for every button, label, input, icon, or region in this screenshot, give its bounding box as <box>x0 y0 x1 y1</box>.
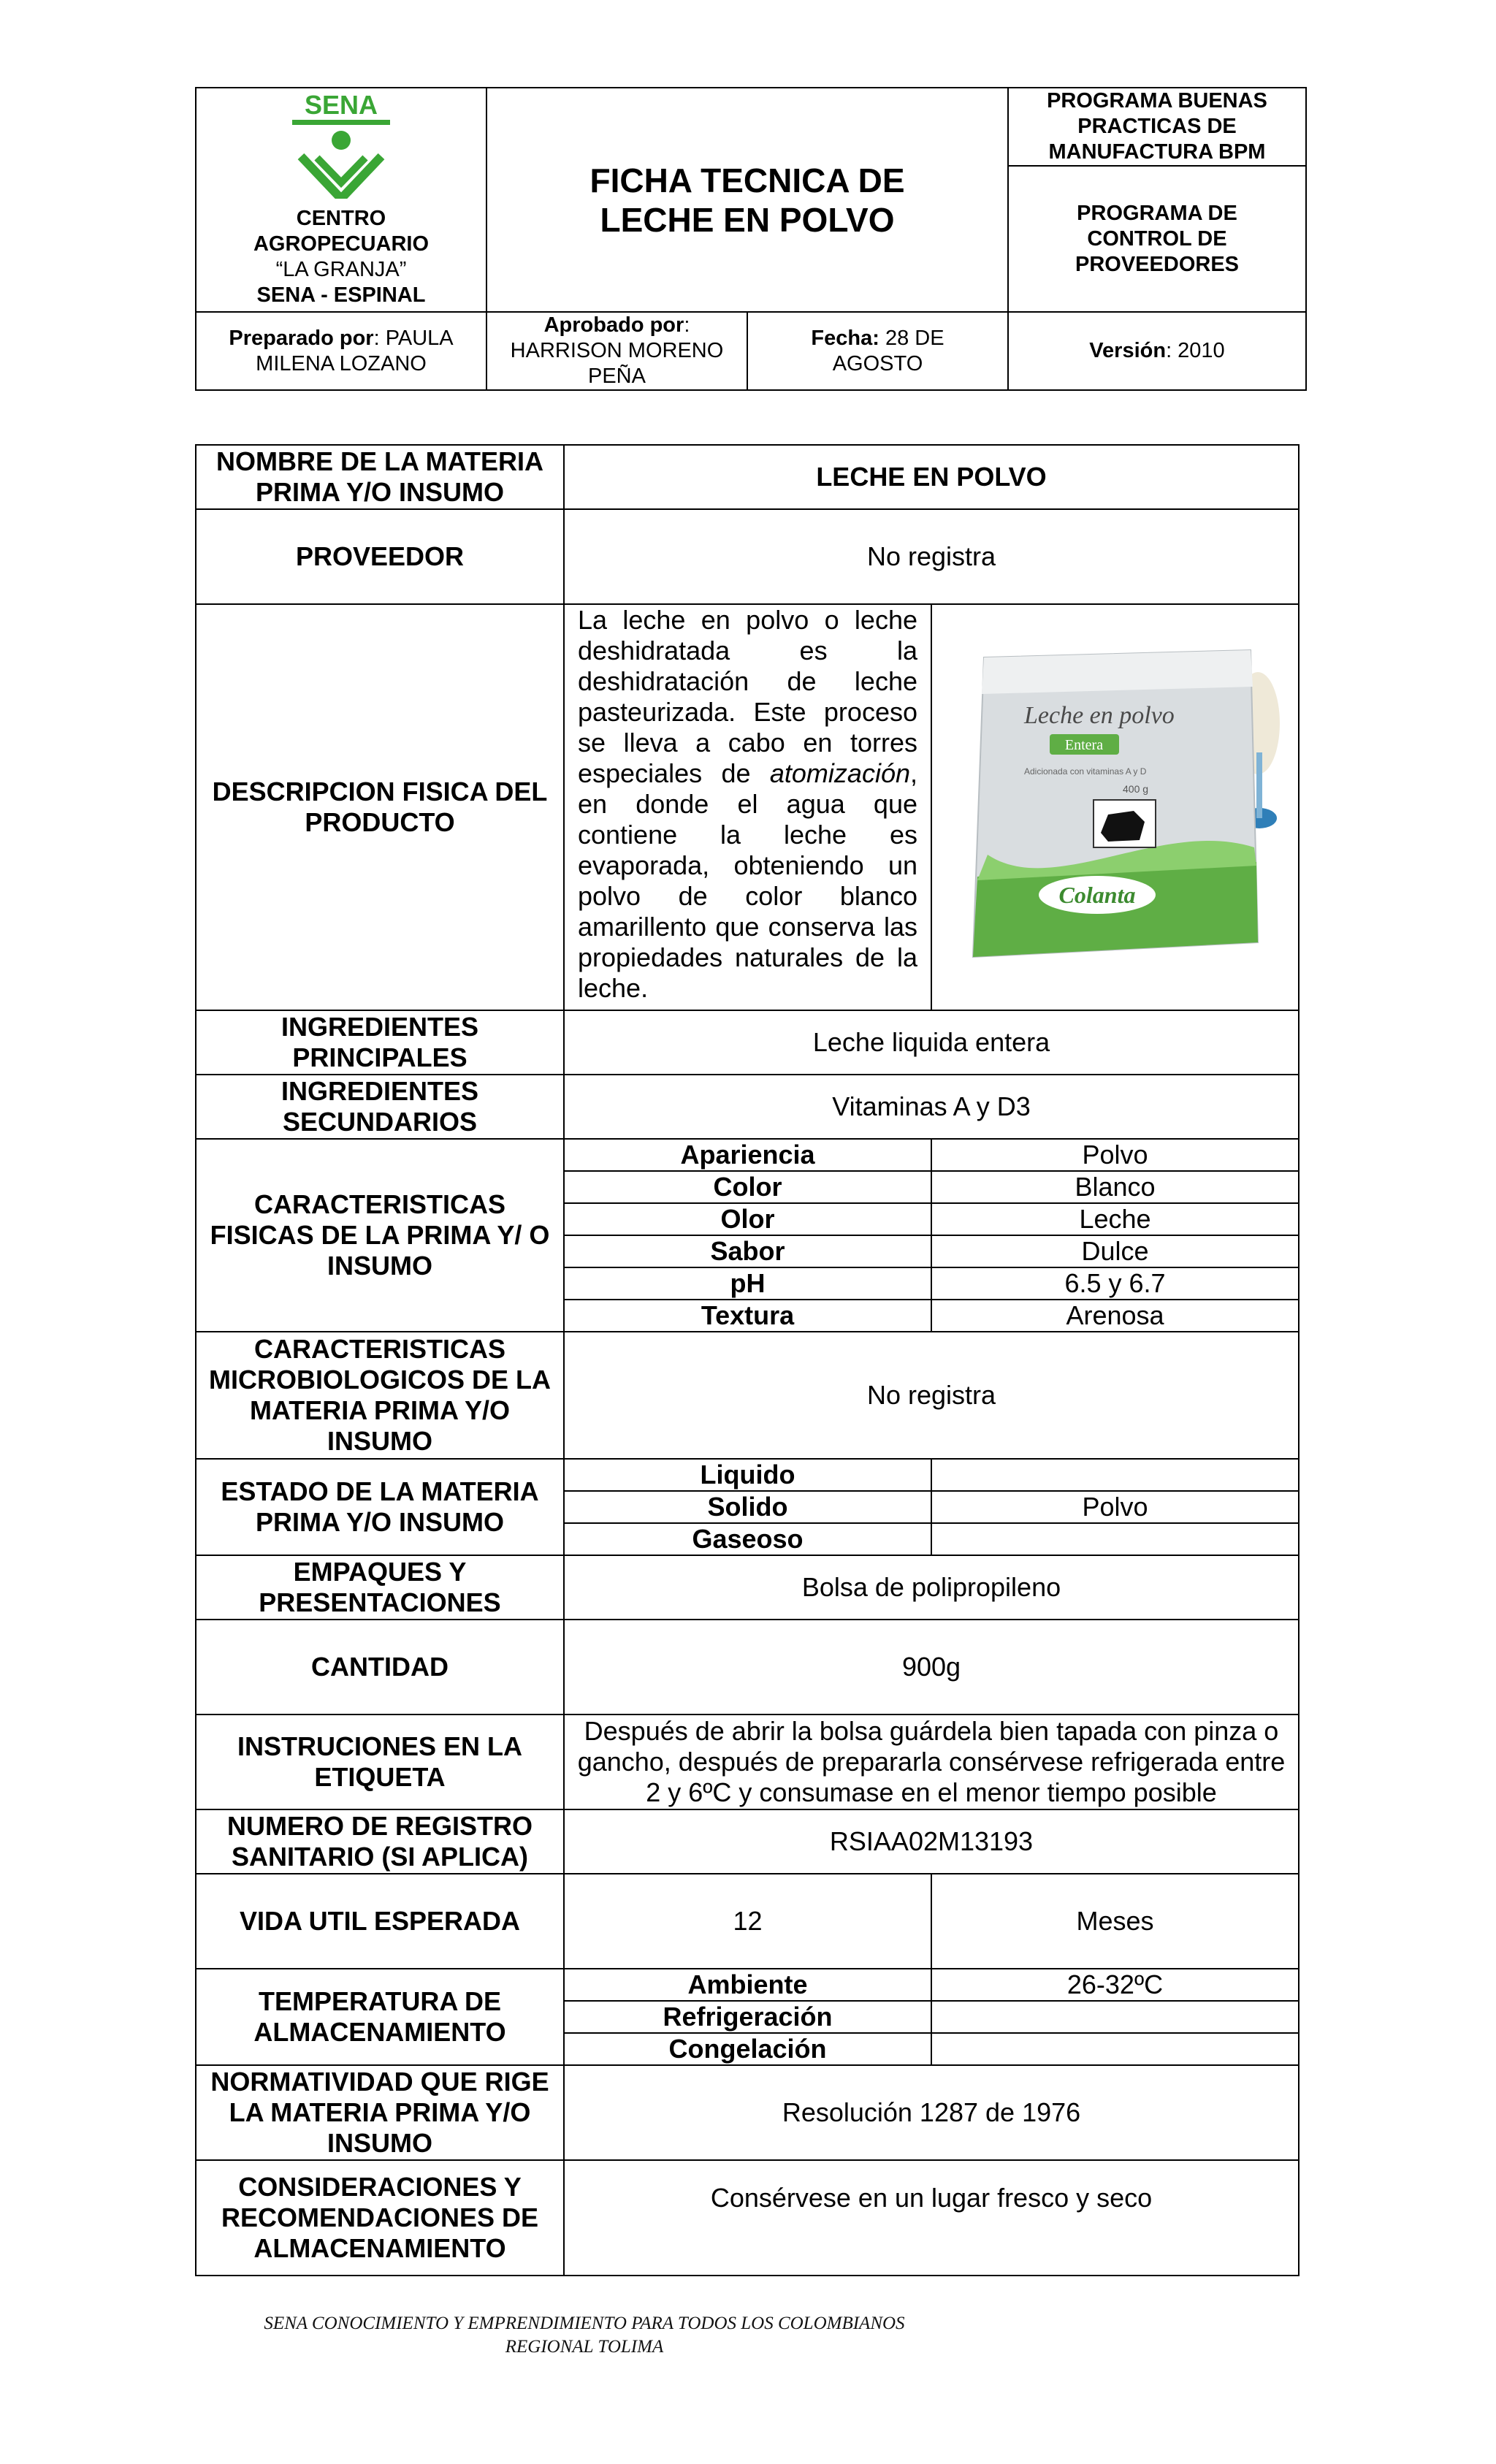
state-value: Polvo <box>931 1491 1299 1523</box>
quantity-value: 900g <box>564 1620 1299 1714</box>
row-quantity <box>196 1620 1299 1714</box>
physical-property: Olor <box>564 1203 931 1235</box>
storage-temp-value: 26-32ºC <box>931 1969 1299 2001</box>
storage-temp-property: Refrigeración <box>564 2001 931 2033</box>
physical-value: Leche <box>931 1203 1299 1235</box>
supplier-label: PROVEEDOR <box>196 509 564 604</box>
instructions-label: INSTRUCIONES EN LA ETIQUETA <box>196 1714 564 1809</box>
physical-property: Textura <box>564 1300 931 1332</box>
considerations-label: CONSIDERACIONES Y RECOMENDACIONES DE ALMACENAMIENTO <box>196 2160 564 2276</box>
shelf-life-unit: Meses <box>931 1874 1299 1969</box>
svg-text:SENA: SENA <box>304 90 378 120</box>
document-header <box>195 87 1307 391</box>
microbiological-label: CARACTERISTICAS MICROBIOLOGICOS DE LA MATERIA PRIMA Y/O INSUMO <box>196 1332 564 1459</box>
date: Fecha: 28 DE AGOSTO <box>747 312 1008 390</box>
version: Versión: 2010 <box>1008 312 1306 390</box>
approved-by: Aprobado por: HARRISON MORENO PEÑA <box>486 312 747 390</box>
main-ingredients-value: Leche liquida entera <box>564 1010 1299 1075</box>
physical-property: pH <box>564 1267 931 1300</box>
physical-property: Apariencia <box>564 1139 931 1171</box>
svg-text:Leche en polvo: Leche en polvo <box>1023 702 1175 729</box>
state-value <box>931 1523 1299 1555</box>
storage-temp-row <box>196 1969 1299 2001</box>
state-property: Liquido <box>564 1459 931 1491</box>
secondary-ingredients-label: INGREDIENTES SECUNDARIOS <box>196 1075 564 1139</box>
physical-property: Sabor <box>564 1235 931 1267</box>
row-microbiological <box>196 1332 1299 1459</box>
shelf-life-label: VIDA UTIL ESPERADA <box>196 1874 564 1969</box>
center-name: CENTRO AGROPECUARIO “LA GRANJA” SENA - ESPINAL <box>253 207 430 307</box>
physical-value: 6.5 y 6.7 <box>931 1267 1299 1300</box>
program-suppliers: PROGRAMA DE CONTROL DE PROVEEDORES <box>1008 166 1306 312</box>
svg-text:Adicionada con vitaminas A y D: Adicionada con vitaminas A y D <box>1023 766 1146 777</box>
physical-value: Dulce <box>931 1235 1299 1267</box>
main-ingredients-label: INGREDIENTES PRINCIPALES <box>196 1010 564 1075</box>
description-label: DESCRIPCION FISICA DEL PRODUCTO <box>196 604 564 1010</box>
row-main-ingredients <box>196 1010 1299 1075</box>
packaging-value: Bolsa de polipropileno <box>564 1555 1299 1620</box>
storage-temp-value <box>931 2033 1299 2065</box>
row-material-name <box>196 445 1299 509</box>
row-considerations <box>196 2160 1299 2276</box>
state-property: Gaseoso <box>564 1523 931 1555</box>
physical-row <box>196 1139 1299 1171</box>
row-packaging <box>196 1555 1299 1620</box>
document-title: FICHA TECNICA DE LECHE EN POLVO <box>486 88 1008 312</box>
row-secondary-ingredients <box>196 1075 1299 1139</box>
row-description <box>196 604 1299 1010</box>
physical-value: Blanco <box>931 1171 1299 1203</box>
regulation-value: Resolución 1287 de 1976 <box>564 2065 1299 2160</box>
material-state-label: ESTADO DE LA MATERIA PRIMA Y/O INSUMO <box>196 1459 564 1555</box>
row-shelf-life <box>196 1874 1299 1969</box>
secondary-ingredients-value: Vitaminas A y D3 <box>564 1075 1299 1139</box>
instructions-value: Después de abrir la bolsa guárdela bien tapada con pinza o gancho, después de prepararla consérvese refrigerada entre 2 y 6ºC y consumase en el menor tiempo posible <box>564 1714 1299 1809</box>
storage-temp-value <box>931 2001 1299 2033</box>
product-image-cell <box>931 604 1299 1010</box>
row-sanitary-registry <box>196 1809 1299 1874</box>
storage-temp-property: Congelación <box>564 2033 931 2065</box>
footer-region: REGIONAL TOLIMA <box>505 2337 664 2357</box>
regulation-label: NORMATIVIDAD QUE RIGE LA MATERIA PRIMA Y/O INSUMO <box>196 2065 564 2160</box>
row-instructions <box>196 1714 1299 1809</box>
institution-cell <box>196 88 486 312</box>
state-value <box>931 1459 1299 1491</box>
sena-logo <box>286 89 396 199</box>
svg-text:Colanta: Colanta <box>1058 882 1135 908</box>
material-name-label: NOMBRE DE LA MATERIA PRIMA Y/O INSUMO <box>196 445 564 509</box>
svg-text:400 g: 400 g <box>1122 783 1148 795</box>
state-row <box>196 1459 1299 1491</box>
sanitary-registry-label: NUMERO DE REGISTRO SANITARIO (SI APLICA) <box>196 1809 564 1874</box>
considerations-value: Consérvese en un lugar fresco y seco <box>564 2160 1299 2276</box>
packaging-label: EMPAQUES Y PRESENTACIONES <box>196 1555 564 1620</box>
row-supplier <box>196 509 1299 604</box>
supplier-value: No registra <box>564 509 1299 604</box>
physical-characteristics-label: CARACTERISTICAS FISICAS DE LA PRIMA Y/ O INSUMO <box>196 1139 564 1332</box>
microbiological-value: No registra <box>564 1332 1299 1459</box>
product-image <box>944 636 1287 979</box>
description-text: La leche en polvo o leche deshidratada es la deshidratación de leche pasteurizada. Este proceso se lleva a cabo en torres especiales de atomización, en donde el agua que contiene la leche es evaporada, obteniendo un polvo de color blanco amarillento que conserva las propiedades naturales de la leche. <box>564 604 931 1010</box>
program-bpm: PROGRAMA BUENAS PRACTICAS DE MANUFACTURA BPM <box>1008 88 1306 166</box>
svg-text:Entera: Entera <box>1064 737 1103 753</box>
physical-value: Arenosa <box>931 1300 1299 1332</box>
shelf-life-value: 12 <box>564 1874 931 1969</box>
physical-property: Color <box>564 1171 931 1203</box>
sanitary-registry-value: RSIAA02M13193 <box>564 1809 1299 1874</box>
storage-temperature-label: TEMPERATURA DE ALMACENAMIENTO <box>196 1969 564 2065</box>
quantity-label: CANTIDAD <box>196 1620 564 1714</box>
state-property: Solido <box>564 1491 931 1523</box>
row-regulation <box>196 2065 1299 2160</box>
technical-sheet-table <box>195 444 1300 2276</box>
physical-value: Polvo <box>931 1139 1299 1171</box>
prepared-by: Preparado por: PAULA MILENA LOZANO <box>196 312 486 390</box>
footer-slogan: SENA CONOCIMIENTO Y EMPRENDIMIENTO PARA TODOS LOS COLOMBIANOS <box>264 2314 905 2333</box>
material-name-value: LECHE EN POLVO <box>564 445 1299 509</box>
storage-temp-property: Ambiente <box>564 1969 931 2001</box>
page-footer <box>205 2312 964 2359</box>
